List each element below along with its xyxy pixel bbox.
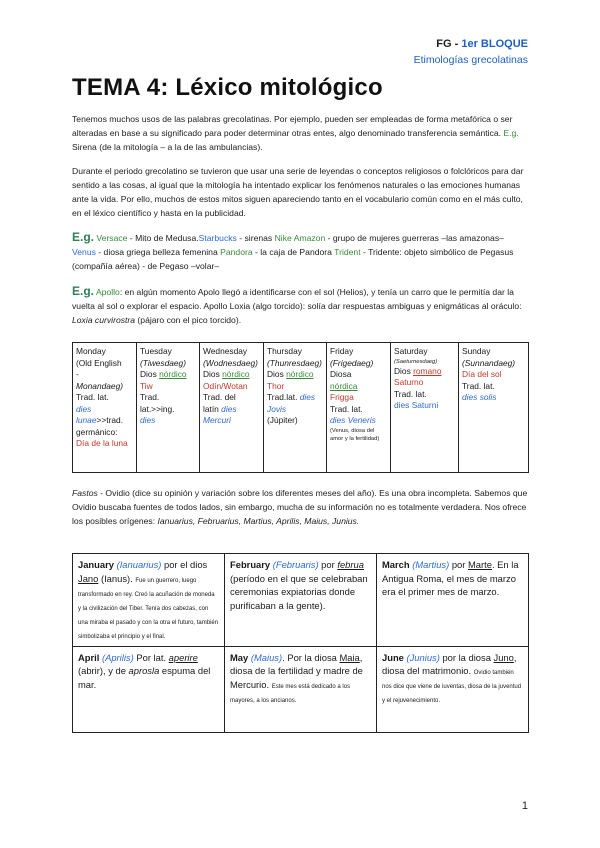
day-name: Wednesday [203,346,248,356]
month-word: februa [337,559,364,570]
day-trad: Trad. del [203,392,236,402]
day-god-type: Dios [267,369,287,379]
month-latin: (Maius) [250,651,283,663]
header-bloque: 1er BLOQUE [461,38,528,50]
month-text-2: (Ianus). [98,572,136,584]
day-god: Odín/Wotan [203,380,248,391]
apollo-paragraph [72,284,528,327]
month-text-1: por el dios [161,559,208,570]
apollo-eg: E.g. [72,284,95,298]
day-god: Frigga [330,392,354,402]
day-origin: (Saeturnesdaeg) [394,358,438,365]
table-row [73,554,529,647]
day-latin-2: lunae [76,415,97,425]
day-god-line [203,369,260,381]
day-note: (Júpiter) [267,415,298,425]
weekdays-table [72,342,529,473]
day-cell-friday [327,343,391,473]
day-name: Monday [76,346,106,356]
month-text-1: Por lat. [133,651,169,663]
day-meaning: Día del sol [462,369,502,379]
table-row [73,343,529,473]
apollo-text: : en algún momento Apolo llegó a identificarse con el sol (Helios), y tenía un carro que le permitía dar la vuelta al sol o explorar el espacio. Apollo Loxia (algo torcido): solía dar respuestas ambiguas y enigmáticas al oráculo: [72,287,522,311]
day-origin: (Sunnandaeg) [462,357,516,368]
day-latin: dies [140,415,156,425]
month-text-2: . En la Antigua Roma, el mes de marzo era el primer mes de marzo. [382,559,519,597]
month-text-2: (período en el que se celebraban ceremonias expiatorias donde purificaban a la gente). [230,572,368,611]
day-trad-2: latín [203,403,222,414]
day-cell-monday [73,343,137,473]
day-latin: dies [76,403,92,414]
day-trad: Trad.lat. [267,392,300,402]
day-origin: (Wodnesdaeg) [203,357,258,368]
apollo-tail: (pájaro con el pico torcido). [135,315,242,325]
day-trad: Trad. lat. [394,388,427,399]
day-latin: dies [221,403,237,414]
day-cell-saturday [391,343,459,473]
brands-text-1: - Mito de Medusa. [127,233,199,243]
day-god-type: Dios [140,369,160,379]
brand-versace: Versace [96,233,128,243]
day-trad: Trad. lat. [330,403,363,414]
day-dash: - [76,369,79,379]
month-god: Juno [493,651,514,663]
brands-text-2: - sirenas [236,233,275,243]
day-origin: (Frigedaeg) [330,357,374,368]
header-separator: - [451,38,462,50]
month-cell-february [225,554,377,647]
day-old-english: Monandaeg) [76,380,124,391]
month-text-1: por [449,559,468,570]
day-latin: dies Saturni [394,400,439,410]
day-name: Sunday [462,346,491,356]
month-name: March [382,559,410,570]
month-latin: (Aprilis) [101,651,134,663]
intro-paragraph [72,112,528,154]
day-origin: (Old English [76,357,122,368]
day-god: Thor [267,380,285,391]
fastos-paragraph [72,486,528,528]
day-cell-tuesday [137,343,200,473]
brand-starbucks: Starbucks [198,233,237,243]
month-text-1: por [318,559,338,570]
day-latin: dies solis [462,392,497,402]
header-fg: FG [436,38,452,50]
day-trad: Trad. [140,392,160,402]
month-god: Jano [78,572,99,584]
day-trad: Trad. lat. [76,392,109,402]
month-text-2: , diosa del matrimonio. [382,651,517,676]
day-latin: dies Veneris [330,415,376,425]
day-latin-line [203,404,260,416]
month-word-2: aprosla [128,665,160,676]
fastos-title: Fastos [72,488,98,498]
day-name: Friday [330,346,354,356]
day-god-type: Diosa [330,369,352,379]
table-row [73,646,529,732]
month-latin: (Februaris) [272,559,319,570]
month-name: May [230,651,249,663]
month-name: April [78,651,100,663]
day-god: Saturno [394,377,424,387]
apollo-name: Apollo [95,287,120,297]
day-god-origin: nórdico [159,369,187,379]
brand-amazon: Amazon [293,233,326,243]
month-latin: (Ianuarius) [116,559,162,570]
month-name: February [230,559,271,570]
month-text-2: , diosa de la fertilidad y madre de Mercurio. [230,651,363,690]
day-cell-sunday [459,343,529,473]
day-cell-wednesday [200,343,264,473]
brands-text-6: - Tridente: objeto simbólico de Pegasus (compañía aérea) - de Pegaso –volar– [72,247,514,271]
brand-trident: Trident [334,247,361,257]
day-latin-line [76,415,123,437]
month-note: Este mes está dedicado a los mayores, a los ancianos. [230,683,351,704]
month-name: January [78,559,114,570]
month-god: Maia [339,651,360,663]
day-god-origin: nórdica [330,380,358,391]
months-table [72,553,529,733]
month-latin: (Junius) [406,651,440,663]
brand-venus: Venus [72,247,96,257]
month-god: Marte [467,559,492,570]
month-cell-march [377,554,529,647]
brand-nike: Nike [274,233,292,243]
day-god-origin: nórdico [286,369,314,379]
day-trad-2: lat.>>ing. [140,403,175,414]
day-god-line [267,369,323,381]
day-latin: dies [299,392,316,402]
month-name: June [382,651,404,663]
day-latin-line [267,392,323,404]
brands-paragraph [72,230,528,273]
header-subtitle: Etimologías grecolatinas [413,54,528,66]
page-title: TEMA 4: Léxico mitológico [72,74,383,101]
month-cell-january [73,554,225,647]
month-note: Ovidio también nos dice que viene de iuventas, diosa de la juventud y el rejuvenecimiento. [382,670,522,704]
month-text-2: (abrir), y de [78,665,129,676]
day-god-type: Dios [203,369,223,379]
day-god-type: Dios [394,365,414,376]
page-header [414,36,528,68]
day-origin: (Thunresdaeg) [267,357,322,368]
day-name: Tuesday [140,346,172,356]
month-cell-may [225,646,377,732]
month-cell-june [377,646,529,732]
day-trad: Trad. lat. [462,380,495,391]
day-note: (Venus, diosa del amor y la fertilidad) [330,427,380,442]
brand-pandora: Pandora [220,247,253,257]
day-cell-thursday [264,343,327,473]
mythology-paragraph: Durante el periodo grecolatino se tuvieron que usar una serie de leyendas o conceptos religiosos o folclóricos para dar sentido a las cosas, al igual que la mitología ha intentado explicar los fenómenos naturales o las emociones humanas ante la vida. Por ello, muchos de estos mitos siguen apareciendo tanto en el vocabulario común como en el más culto, en el léxico científico y hasta en la publicidad. [72,166,524,218]
day-god-origin: nórdico [222,369,250,379]
day-name: Thursday [267,346,302,356]
intro-text: Tenemos muchos usos de las palabras grecolatinas. Por ejemplo, pueden ser empleadas de forma metafórica o ser alteradas en base a su significado para poder determinar otras entes, algo denominado transferencia semántica. [72,114,513,138]
brands-eg: E.g. [72,230,95,244]
month-text-1: por la diosa [439,651,494,663]
day-origin: (Tiwesdaeg) [140,357,187,368]
intro-tail: Sirena (de la mitología – a la de las ambulancias). [72,142,263,152]
page-number: 1 [521,800,528,812]
apollo-loxia: Loxia curvirostra [72,315,136,325]
brands-text-3: - grupo de mujeres guerreras –las amazonas– [325,233,504,243]
brands-text-4: - diosa griega belleza femenina [95,247,221,257]
day-latin-2: Jovis [267,403,287,414]
day-latin-2: Mercuri [203,415,231,425]
day-god-line [140,369,196,381]
day-god: Tiw [140,380,153,391]
fastos-list: Ianuarius, Februarius, Martius, Aprilis, Maius, Junius. [157,516,360,526]
day-meaning: Día de la luna [76,438,128,448]
day-name: Saturday [394,346,428,356]
month-word: aperire [168,651,198,663]
day-trad-germ: >>trad. germánico: [76,415,124,437]
intro-eg: E.g. [503,128,519,138]
month-latin: (Martius) [412,559,450,570]
fastos-text: - Ovidio (dice su opinión y variación sobre los diferentes meses del año). Es una obra incompleta. Sabemos que Ovidio buscaba fuentes de todos lados, sin embargo, mucha de su información no es totalmente verdadera. Nos ofrece los posibles orígenes: [72,488,528,526]
month-text-3: espuma del mar. [78,665,211,690]
month-text-1: . Por la diosa [282,651,340,663]
brands-text-5: - la caja de Pandora [252,247,335,257]
day-god-origin: romano [413,365,442,376]
month-cell-april [73,646,225,732]
month-note: Fue un guerrero, luego transformado en rey. Creó la acuñación de moneda y la civilización del Tiber. Tenía dos cabezas, con una miraba el pasado y con la otra el futuro, también simbolizaba el principio y el final. [78,577,219,640]
day-god-line [394,366,455,378]
header-course [414,36,528,52]
